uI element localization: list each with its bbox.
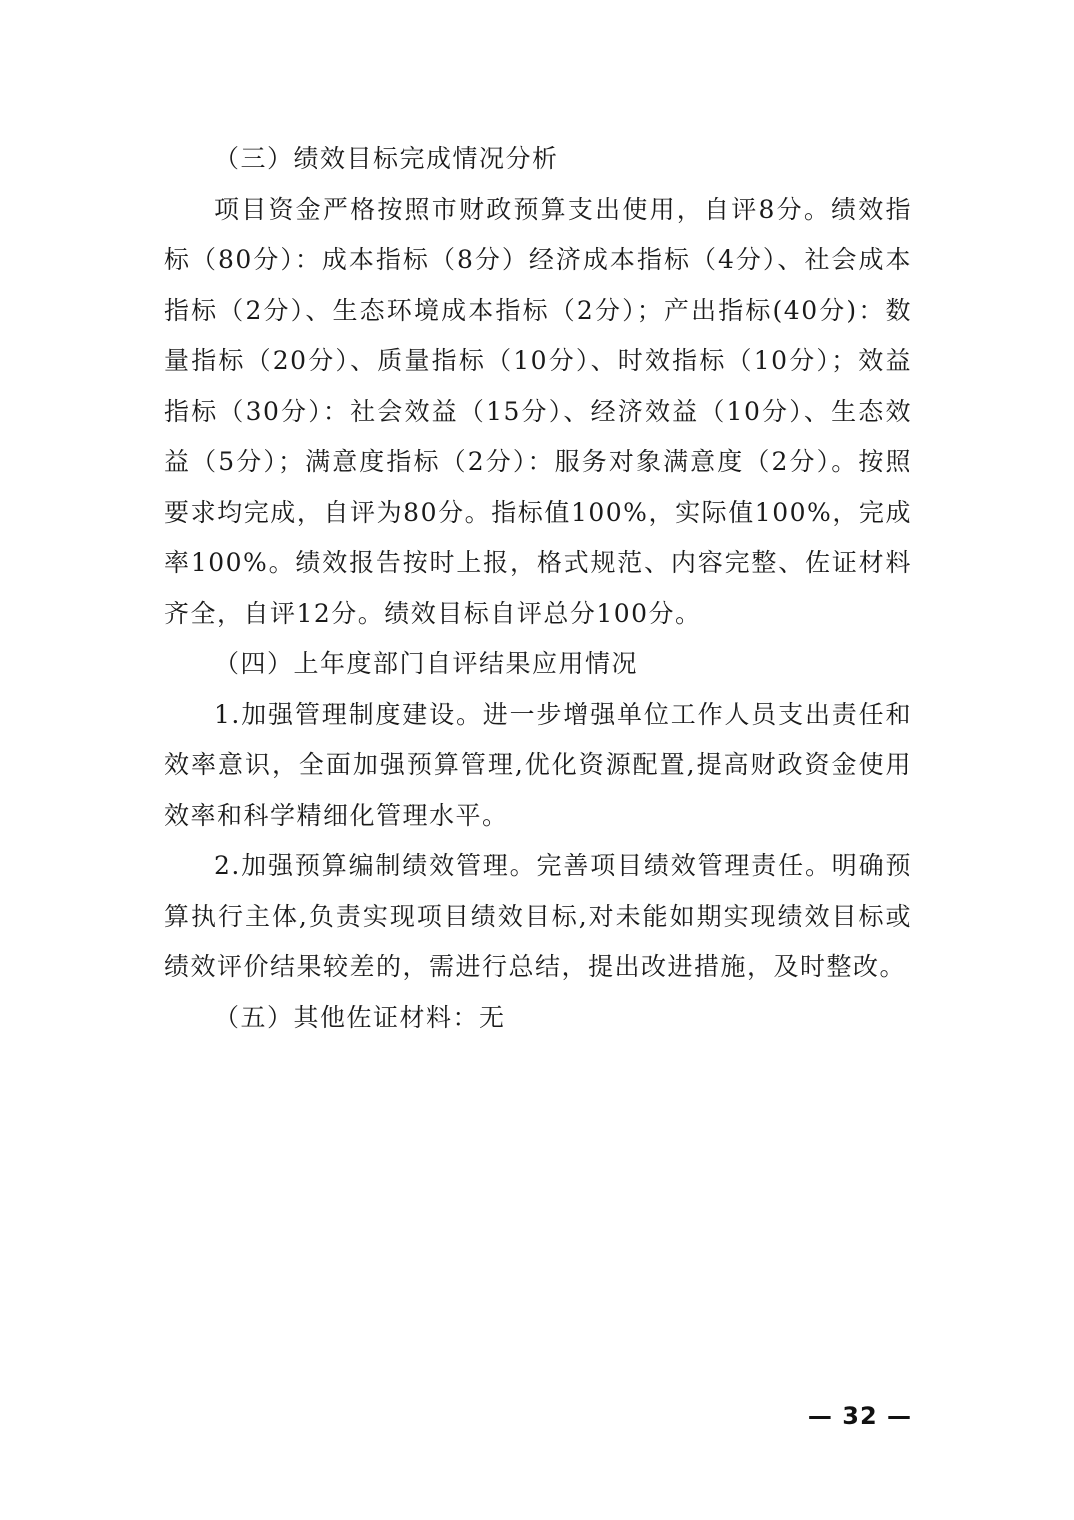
section-4-item-2: 2.加强预算编制绩效管理。完善项目绩效管理责任。明确预算执行主体,负责实现项目绩效目标,对未能如期实现绩效目标或绩效评价结果较差的，需进行总结，提出改进措施，及时整改。	[164, 851, 912, 981]
section-heading-5: （五）其他佐证材料：无	[214, 1002, 506, 1032]
section-heading-3: （三）绩效目标完成情况分析	[214, 144, 559, 173]
page-number: — 32 —	[807, 1402, 912, 1430]
section-3-paragraph: 项目资金严格按照市财政预算支出使用，自评8分。绩效指标（80分）：成本指标（8分）经济成本指标（4分）、社会成本指标（2分）、生态环境成本指标（2分）；产出指标(40分)：数量指标（20分）、质量指标（10分）、时效指标（10分）；效益指标（30分）：社会效益（15分）、经济效益（10分）、生态效益（5分）；满意度指标（2分）：服务对象满意度（2分）。按照要求均完成，自评为80分。指标值100%，实际值100%，完成率100%。绩效报告按时上报，格式规范、内容完整、佐证材料齐全，自评12分。绩效目标自评总分100分。	[164, 194, 912, 628]
section-heading-4: （四）上年度部门自评结果应用情况	[214, 649, 639, 678]
document-body	[164, 134, 912, 1043]
section-4-item-1: 1.加强管理制度建设。进一步增强单位工作人员支出责任和效率意识，全面加强预算管理,优化资源配置,提高财政资金使用效率和科学精细化管理水平。	[164, 699, 912, 830]
